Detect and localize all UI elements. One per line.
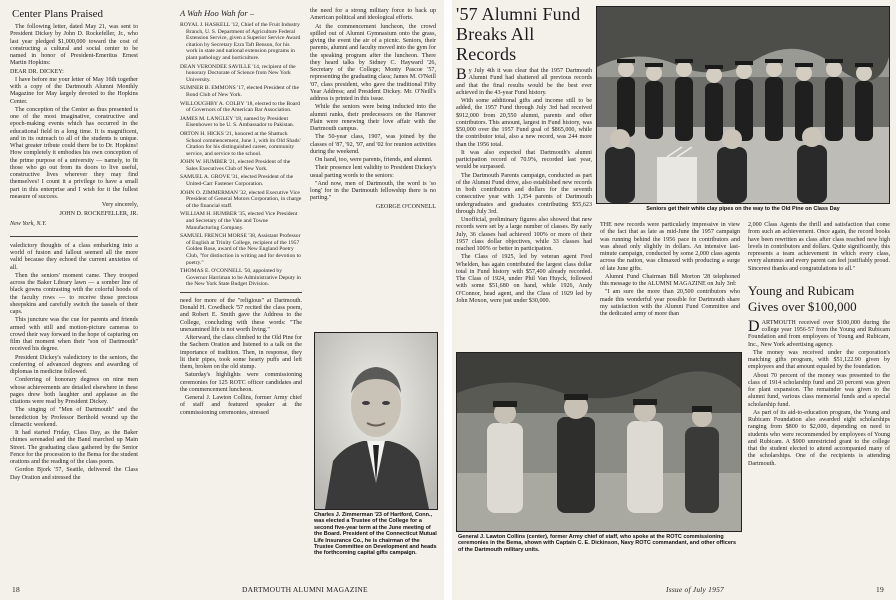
fund-para-2: With some additional gifts and income still to be added, the 1957 Fund through July 3rd had received $912,000 from 20,550 alumni, parents and other contributors. This amount, largest in Fund history, was $50,000 over the 1957 Fund goal of $865,000, while the contributor total, also a new record, was 244 more than the 1956 total. — [456, 98, 592, 148]
roster-entry: ROYAL J. HASKELL '12, Chief of the Fruit Industry Branch, U. S. Department of Agriculture Federal Extension Service, given a Superior Service Award citation by Secretary Ezra Taft Benson, for his work in state and national extension programs in plant pathology and horticulture. — [180, 22, 301, 61]
article-col3-p1: the need for a strong military force to back up American political and ideological efforts. — [310, 8, 436, 22]
magazine-title-footer: DARTMOUTH ALUMNI MAGAZINE — [242, 585, 368, 594]
roster-entry: WILLIAM H. HUMBER '35, elected Vice President and Secretary of the Vale and Towne Manufacturing Company. — [180, 211, 298, 231]
article-col1-p7: It had started Friday, Class Day, as the Baker chimes serenaded and the Band marched up Main Street. The graduating class gathered by the Senior Fence for the procession to the Bema for the student orations and the reading of the class poem. — [10, 430, 138, 465]
fund-para-5: Unofficial, preliminary figures also showed that new records were set by a large number of classes. By early July, 36 classes had achieved 100% or more of their 1957 class dollar objectives, while 33 classes had reached 100% or better in participation. — [456, 217, 592, 252]
article-col1-p8: Gordon Bjork '57, Seattle, delivered the Class Day Oration and stressed the — [10, 467, 138, 481]
left-column-1 — [10, 8, 138, 580]
left-page — [0, 0, 444, 600]
article-col1-p6: The singing of "Men of Dartmouth" and the benediction by Professor Berthold wound up the climactic weekend. — [10, 407, 138, 428]
page-gutter — [444, 0, 452, 600]
roster-entry: THOMAS E. O'CONNELL '50, appointed by Governor Harriman to be Administrative Deputy in the New York State Budget Division. — [180, 268, 301, 288]
left-column-3 — [310, 8, 436, 328]
rotc-photo — [456, 352, 742, 532]
letter-salutation: DEAR DR. DICKEY: — [10, 68, 64, 75]
portrait-illustration — [315, 333, 437, 509]
right-column — [748, 222, 890, 574]
fund-mid-para-1: THE new records were particularly impressive in view of the fact that as late as mid-June the 1957 campaign was running behind the 1956 pace in contributors and was ahead only slightly in dollars. An intensive last-minute campaign, conducted by some 2,000 class agents across the nation, was climaxed with producing a surge of late June gifts. — [600, 222, 740, 272]
roster-entry: SAMUEL A. GROVE '31, elected President of the United-Carr Fastener Corporation. — [180, 174, 294, 188]
roster-entry: DEAN VERONDEE SAVILLE '14, recipient of the honorary Doctorate of Science from New York University. — [180, 63, 296, 83]
article-col3-p6: Their presence lent validity to President Dickey's usual parting words to the seniors: — [310, 165, 436, 179]
yr-para-2: The money was received under the corporation's matching gifts program, with $51,122.90 given by employees and that amount equaled by the foundation. — [748, 349, 890, 371]
yr-para-3: About 70 percent of the money was presented to the class of 1914 scholarship fund and 20 percent was given for plant expansion. The remainder was given to the alumni fund, various class memorial funds and a special scholarship fund. — [748, 372, 890, 408]
portrait-photo — [314, 332, 438, 510]
section-divider — [180, 292, 302, 293]
wah-hoo-roster — [180, 22, 302, 288]
letter-para-2: The conception of the Center as thus presented is one of the most imaginative, constructive and epoch-making events which has occurred in the educational field in a long time. It is magnificent, and in its outreach to all of the students is unique. What greater tribute could there be to Dr. Hopkins! How completely it embodies his own conception of the prime purpose of a university — namely, to fit those who go out from its doors to live useful, constructive lives wherever they may find themselves! I count it a privilege to have a small part in this enterprise and I wish for it the fullest measure of success. — [10, 106, 138, 200]
class-day-photo — [596, 6, 890, 204]
fund-continued-column — [600, 222, 740, 350]
roster-entry: JAMES M. LANGLEY '18, named by President Eisenhower to be U. S. Ambassador to Pakistan. — [180, 115, 295, 129]
fund-title-line-1: '57 Alumni Fund — [456, 4, 581, 24]
roster-entry: JOHN W. HUMBER '21, elected President of the Sales Executives Club of New York. — [180, 159, 291, 172]
article-col1-p1: valedictory thoughts of a class embarking into a world of fusion and fallout seemed all the more valid because they echoed the current anxieties of all. — [10, 242, 138, 271]
article-col2-p4: General J. Lawton Collins, former Army chief of staff and featured speaker at the commissioning ceremonies, stressed — [180, 395, 302, 416]
letter-para-1: I have before me your letter of May 16th together with a copy of the Dartmouth Alumni Monthly Magazine for May largely devoted to the Hopkins Center. — [10, 76, 138, 105]
wah-hoo-heading: A Wah Hoo Wah for – — [180, 8, 255, 18]
yr-title-line-1: Young and Rubicam — [748, 282, 855, 298]
fund-mid-para-3: "I am sure the more than 20,500 contributors who made this wonderful year possible for Dartmouth share my satisfaction with the Alumni Fund Committee and the dedicated army of more than — [600, 289, 740, 317]
letter-signature: JOHN D. ROCKEFELLER, JR. — [59, 211, 138, 218]
fund-article — [456, 4, 592, 304]
fund-para-4: The Dartmouth Parents campaign, conducted as part of the Alumni Fund drive, also established new records in both contributors and dollars for the seventh consecutive year with 1,354 parents of Dartmouth undergraduates and graduates contributing $55,623 through July 3rd. — [456, 172, 592, 215]
seniors-pipes-illustration — [597, 7, 889, 203]
page-number-right: 19 — [876, 585, 884, 594]
article-col3-p4: The 50-year class, 1907, was joined by the classes of '87, '92, '97, and '02 for reunion activities during the weekend. — [310, 134, 436, 155]
section-divider — [10, 236, 138, 237]
article-col2-p1: need for more of the "religious" at Dartmouth. Donald H. Cowdheck '57 recited the class poem, and Robert E. Smith gave the Address to the College, concluding with these words: "The unexamined life is not worth living." — [180, 297, 302, 333]
article-col3-p3: While the seniors were being inducted into the alumni ranks, their predecessors on the Hanover Plain were renewing their love affair with the Dartmouth campus. — [310, 104, 436, 132]
roster-entry: SUMNER B. EMMONS '17, elected President of the Bond Club of New York. — [180, 85, 299, 98]
rotc-caption: General J. Lawton Collins (center), former Army chief of staff, who spoke at the ROTC commissioning ceremonies in the Bema, shown with Captain C. E. Dickinson, Navy ROTC commandant, and other officers of the Dartmouth military units. — [458, 534, 737, 553]
issue-footer: Issue of July 1957 — [666, 585, 724, 594]
fund-mid-para-2: Alumni Fund Chairman Bill Morton '28 telephoned this message to the ALUMNI MAGAZINE on July 3rd: — [600, 273, 740, 287]
roster-entry: WILLOUGHBY A. COLBY '18, elected to the Board of Governors of the American Bar Association. — [180, 100, 301, 114]
article-col3-p5: On hand, too, were parents, friends, and alumni. — [315, 157, 433, 163]
yr-para-4: As part of its aid-to-education program, the Young and Rubicam Foundation also awarded eight scholarships ranging from $800 to $2,000, depending on need to students who were recommended by employees of Young and Rubicam. A $900 unrestricted grant to the college that the student elected to attend accompanied many of the scholarships. One of the recipients is attending Dartmouth. — [748, 409, 890, 467]
roster-entry: ORTON H. HICKS '21, honored at the Shattuck School commencement, June 1, with its Old Shads' Citation for his distinguished career, community service, and service to the school. — [180, 130, 301, 157]
roster-entry: SAMUEL FRENCH MORSE '38, Assistant Professor of English at Trinity College, recipient of the 1957 Golden Rose, award of the New England Poetry Club, "for distinction in writing and for devotion to poetry." — [180, 233, 301, 266]
fund-para-6: The Class of 1925, led by veteran agent Fred Whelden, has again contributed the largest class dollar total in Fund history with $57,400 already recorded. The Class of 1924, under Phil Van Huyck, followed with some $51,680 on hand, while 1926, Andy O'Connor, head agent, and the Class of 1929 led by John Moxon, were just under $30,000. — [456, 254, 592, 304]
article-col2-p2: Afterward, the class climbed to the Old Pine for the Sachem Oration and listened to a talk on the importance of tradition. Then, in response, they lit their pipes, took some hearty puffs and left them, broken on the old stump. — [180, 335, 302, 371]
article-byline: GEORGE O'CONNELL — [375, 203, 436, 210]
left-column-2 — [180, 8, 302, 580]
yr-para-1: DARTMOUTH received over $100,000 during the college year 1956-57 from the Young and Rubicam Foundation and from employees of Young and Rubicam, Inc., New York advertising agency. — [748, 317, 890, 348]
article-col1-p4: President Dickey's valedictory to the seniors, the conferring of advanced degrees and awarding of diplomas in medicine followed. — [10, 354, 138, 375]
class-day-caption: Seniors get their white clay pipes on the way to the Old Pine on Class Day — [646, 206, 840, 212]
center-plans-intro: The following letter, dated May 21, was sent to President Dickey by John D. Rockefeller, Jr., who last year pledged $1,000,000 toward the cost of constructing a cultural and social center to be named in honor of President-Emeritus Ernest Martin Hopkins: — [10, 24, 138, 67]
article-col1-p2: Then the seniors' moment came. They trooped across the Baker Library lawn — a somber line of black gowns contrasting with the colorful hoods of the faculty rows — to receive those precious sheepskins and carefully switch the tassels of their caps. — [10, 272, 138, 315]
article-col1-p3: This juncture was the cue for parents and friends armed with still and motion-picture cameras to crowd their way forward in the hope of capturing on film that moment when their "son of Dartmouth" received his degree. — [10, 317, 138, 353]
rotc-ceremony-illustration — [457, 353, 741, 531]
right-page — [452, 0, 896, 600]
article-col3-p7: "And now, men of Dartmouth, the word is 'so long' for in the Dartmouth fellowship there is no parting." — [310, 180, 436, 202]
center-plans-heading: Center Plans Praised — [12, 8, 104, 20]
portrait-caption: Charles J. Zimmerman '23 of Hartford, Conn., was elected a Trustee of the College for a second five-year term at the June meeting of the Board. President of the Connecticut Mutual Life Insurance Co., he is chairman of the Trustee Committee on Development and heads the forthcoming capital gifts campaign. — [314, 512, 437, 557]
article-col2-p3: Saturday's highlights were commissioning ceremonies for 125 ROTC officer candidates and the commencement luncheon. — [180, 372, 302, 393]
article-col1-p5: Conferring of honorary degrees on nine men whose achievements are detailed elsewhere in these pages drew both laughter and applause as the citations were read by President Dickey. — [10, 377, 138, 405]
letter-place: New York, N.Y. — [10, 220, 47, 227]
fund-para-1: By July 4th it was clear that the 1957 Dartmouth Alumni Fund had shattered all previous records and that the final results would be the best ever achieved in the 43-year Fund history. — [456, 66, 592, 96]
roster-entry: JOHN O. ZIMMERMAN '32, elected Executive Vice President of General Motors Corporation, in charge of the financial staff. — [180, 189, 302, 209]
article-col3-p2: At the commencement luncheon, the crowd spilled out of Alumni Gymnasium onto the grass, giving the event the air of a picnic. Seniors, their parents, alumni and faculty moved into the gym for the speaking program after the luncheon. There they heard talks by Sidney C. Hayward '26, Secretary of the College; Monty Pascoe '57, representing the graduating class; James M. O'Neill '07, class president, who gave the traditional Fifty Year Address; and President Dickey. Mr. O'Neill's address is printed in this issue. — [310, 23, 436, 102]
letter-closing: Very sincerely, — [101, 202, 138, 208]
yr-title-line-2: Gives over $100,000 — [748, 298, 857, 314]
fund-title-line-2: Breaks All Records — [456, 24, 535, 64]
page-number-left: 18 — [12, 585, 20, 594]
fund-para-3: It was also expected that Dartmouth's alumni participation record of 70.9%, recorded last year, would be surpassed. — [456, 149, 592, 171]
fund-quote-end: 2,000 Class Agents the thrill and satisfaction that come from such an achievement. Once again, the record books have been rewritten as class after class reached new high levels in contributors and dollars. Quite significantly, this represents a team achievement in which every class, every alumnus and every parent can feel justifiably proud. Sincerest thanks and congratulations to all." — [748, 222, 890, 272]
